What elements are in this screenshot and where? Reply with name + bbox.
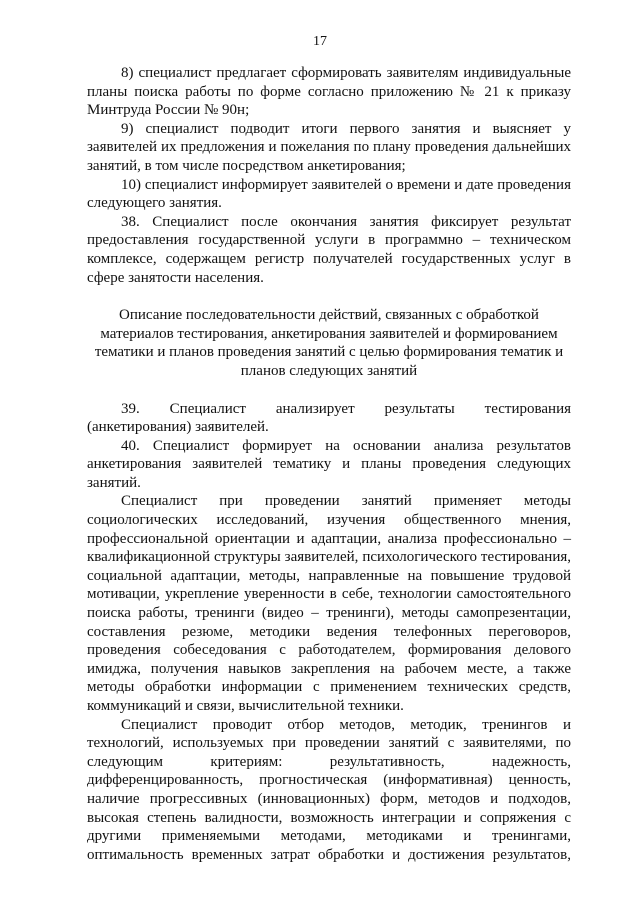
spacer: [87, 287, 571, 306]
document-body: [87, 64, 571, 864]
page-number: 17: [313, 34, 327, 49]
paragraph-clause-38: 38. Специалист после окончания занятия фиксирует результат предоставления государственной услуги в программно – техническом комплексе, содержащем регистр получателей государственных услуг в сфере занятости населения.: [87, 213, 571, 286]
paragraph-clause-40: 40. Специалист формирует на основании анализа результатов анкетирования заявителей тематику и планы проведения следующих занятий.: [87, 437, 571, 491]
paragraph-methods: Специалист при проведении занятий применяет методы социологических исследований, изучения общественного мнения, профессиональной ориентации и адаптации, анализа профессионально – квалификационной структуры заявителей, психологического тестирования, социальной адаптации, методы, направленные на повышение трудовой мотивации, укрепление уверенности в себе, технологии самостоятельного поиска работы, тренинги (видео – тренинги), методы самопрезентации, составления резюме, методики ведения телефонных переговоров, проведения собеседования с работодателем, формирования делового имиджа, получения навыков закрепления на рабочем месте, а также методы обработки информации с применением технических средств, коммуникаций и связи, вычислительной техники.: [87, 493, 571, 714]
paragraph-item-10: 10) специалист информирует заявителей о времени и дате проведения следующего занятия.: [87, 176, 571, 212]
paragraph-criteria: Специалист проводит отбор методов, методик, тренингов и технологий, используемых при проведении занятий с заявителями, по следующим критериям: результативность, надежность, дифференцированность, прогностическая (информативная) ценность, наличие прогрессивных (инновационных) форм, методов и подходов, высокая степень валидности, возможность интеграции и сопряжения с другими применяемыми методами, методиками и тренингами, оптимальность временных затрат обработки и достижения результатов,: [87, 716, 571, 863]
spacer: [87, 381, 571, 400]
paragraph-item-8: 8) специалист предлагает сформировать заявителям индивидуальные планы поиска работы по форме согласно приложению № 21 к приказу Минтруда России № 90н;: [87, 65, 571, 119]
section-heading: Описание последовательности действий, связанных с обработкой материалов тестирования, анкетирования заявителей и формированием тематики и планов проведения занятий с целью формирования тематик и планов следующих занятий: [94, 307, 564, 379]
paragraph-item-9: 9) специалист подводит итоги первого занятия и выясняет у заявителей их предложения и пожелания по плану проведения дальнейших занятий, в том числе посредством анкетирования;: [87, 120, 571, 174]
paragraph-clause-39: 39. Специалист анализирует результаты тестирования (анкетирования) заявителей.: [87, 400, 571, 436]
